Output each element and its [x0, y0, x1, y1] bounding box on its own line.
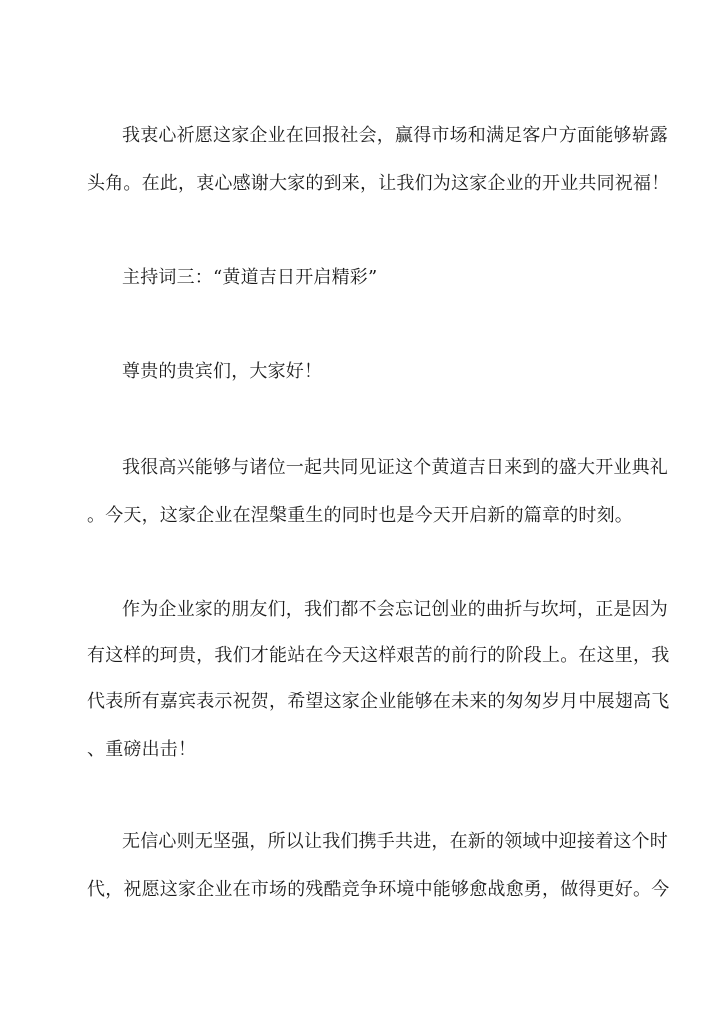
paragraph-4-line-2: 。今天，这家企业在涅槃重生的同时也是今天开启新的篇章的时刻。	[87, 505, 633, 526]
paragraph-5-line-3: 代表所有嘉宾表示祝贺，希望这家企业能够在未来的匆匆岁月中展翅高飞	[87, 691, 670, 712]
paragraph-5-line-2: 有这样的珂贵，我们才能站在今天这样艰苦的前行的阶段上。在这里，我	[87, 645, 670, 666]
paragraph-6-line-2: 代，祝愿这家企业在市场的残酷竞争环境中能够愈战愈勇，做得更好。今	[87, 879, 670, 900]
greeting-line: 尊贵的贵宾们，大家好！	[122, 361, 323, 382]
paragraph-5-line-1: 作为企业家的朋友们，我们都不会忘记创业的曲折与坎坷，正是因为	[122, 599, 668, 620]
paragraph-1-line-1: 我衷心祈愿这家企业在回报社会，赢得市场和满足客户方面能够崭露	[122, 125, 668, 146]
paragraph-5-line-4: 、重磅出击！	[87, 739, 197, 760]
paragraph-1-line-2: 头角。在此，衷心感谢大家的到来，让我们为这家企业的开业共同祝福！	[87, 173, 670, 194]
paragraph-6-line-1: 无信心则无坚强，所以让我们携手共进，在新的领域中迎接着这个时	[122, 831, 668, 852]
section-heading: 主持词三：“黄道吉日开启精彩”	[122, 267, 378, 288]
paragraph-4-line-1: 我很高兴能够与诸位一起共同见证这个黄道吉日来到的盛大开业典礼	[122, 457, 668, 478]
